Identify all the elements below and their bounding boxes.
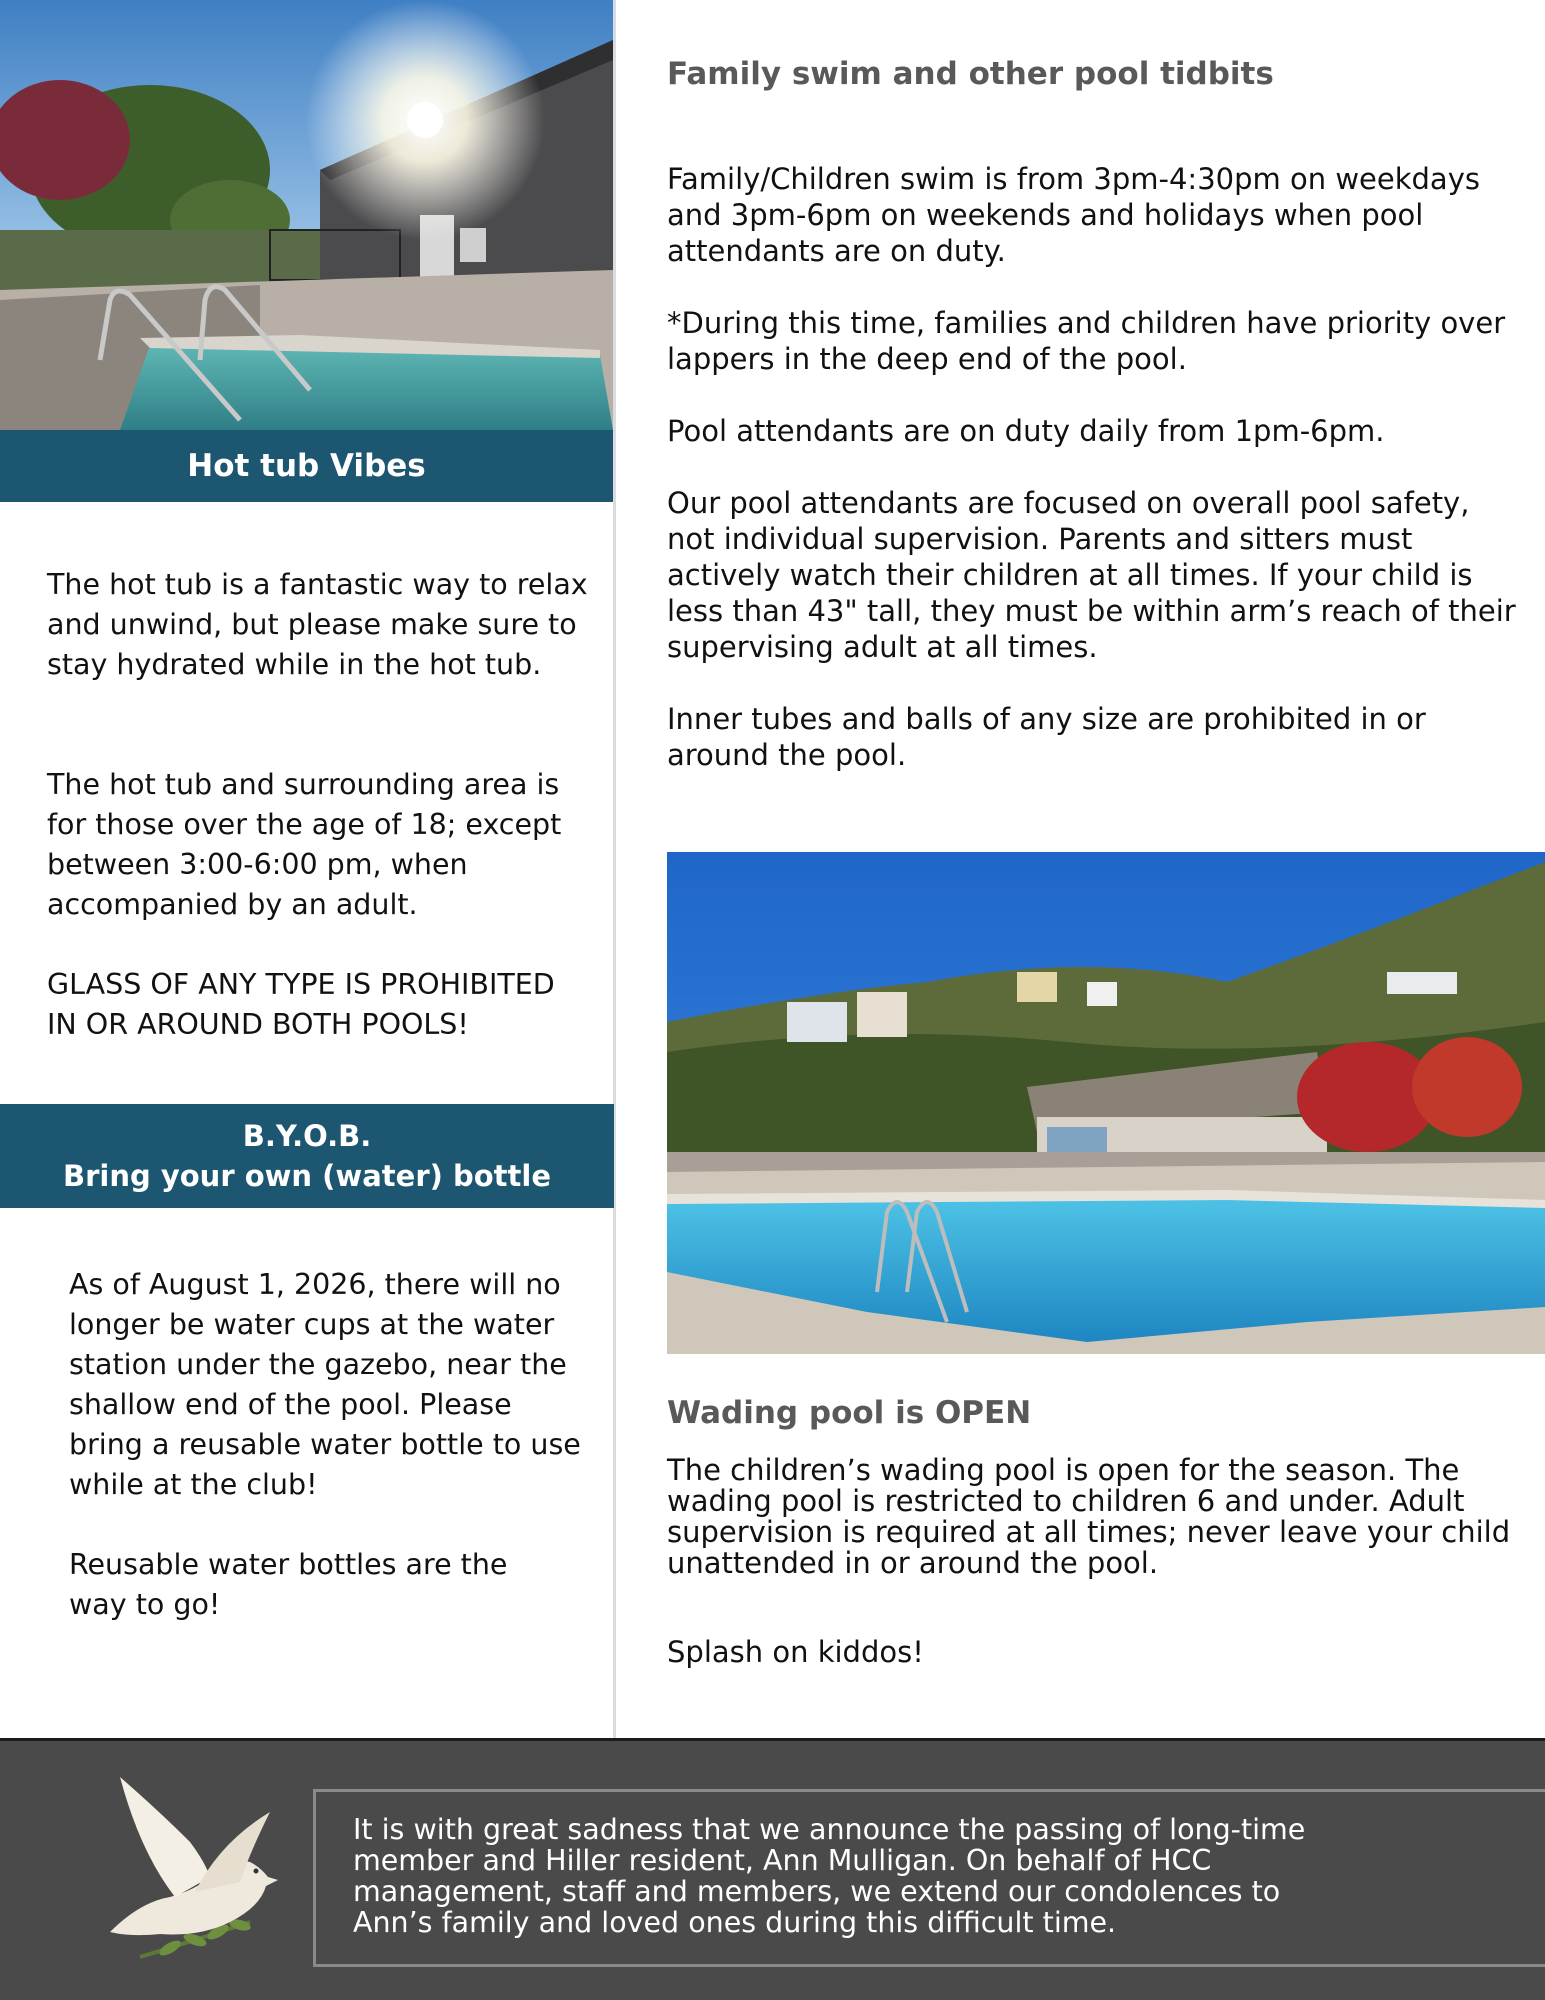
byob-subtitle: Bring your own (water) bottle (63, 1159, 551, 1193)
byob-paragraph-1: As of August 1, 2026, there will no longer be water cups at the water station under the gazebo, near the shallow end of the pool. Please bring a reusable water bottle to use while at the club! (69, 1268, 581, 1501)
hot-tub-photo (0, 0, 613, 430)
hot-tub-paragraph-2: The hot tub and surrounding area is for those over the age of 18; except between 3:00-6:00 pm, when accompanied by an adult. (47, 768, 562, 921)
wading-pool-paragraph: The children’s wading pool is open for the season. The wading pool is restricted to children 6 and under. Adult supervision is required at all times; never leave your child unattended in or around the pool. (667, 1453, 1511, 1580)
byob-paragraph-2: Reusable water bottles are the way to go! (69, 1548, 508, 1621)
pool-photo (667, 852, 1545, 1354)
glass-warning: GLASS OF ANY TYPE IS PROHIBITED IN OR AROUND BOTH POOLS! (47, 968, 555, 1041)
hot-tub-paragraph-1: The hot tub is a fantastic way to relax and unwind, but please make sure to stay hydrated while in the hot tub. (47, 568, 588, 681)
byob-band (0, 1104, 614, 1208)
family-paragraph-5: Inner tubes and balls of any size are prohibited in or around the pool. (667, 702, 1426, 772)
family-swim-heading: Family swim and other pool tidbits (667, 56, 1274, 92)
family-paragraph-4: Our pool attendants are focused on overall pool safety, not individual supervision. Parents and sitters must actively watch their children at all times. If your child is less than 43" tall, they must be within arm’s reach of their supervising adult at all times. (667, 486, 1516, 664)
hot-tub-band: Hot tub Vibes (0, 430, 613, 502)
wading-pool-heading: Wading pool is OPEN (667, 1395, 1032, 1431)
column-divider (613, 0, 616, 1740)
byob-title: B.Y.O.B. (242, 1119, 372, 1153)
family-paragraph-2: *During this time, families and children have priority over lappers in the deep end of the pool. (667, 306, 1506, 376)
splash-on-text: Splash on kiddos! (667, 1635, 924, 1669)
condolence-notice: It is with great sadness that we announce the passing of long-time member and Hiller resident, Ann Mulligan. On behalf of HCC management, staff and members, we extend our condolences to Ann’s family and loved ones during this difficult time. (353, 1813, 1306, 1939)
family-paragraph-1: Family/Children swim is from 3pm-4:30pm on weekdays and 3pm-6pm on weekends and holidays when pool attendants are on duty. (667, 162, 1480, 268)
family-paragraph-3: Pool attendants are on duty daily from 1pm-6pm. (667, 414, 1385, 448)
dove-icon (100, 1772, 290, 1972)
